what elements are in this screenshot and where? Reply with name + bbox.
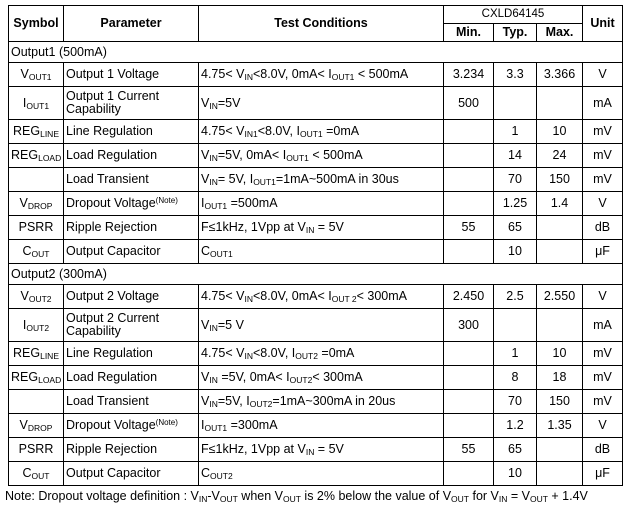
unit-cell: dB [583, 438, 623, 462]
typ-cell: 65 [494, 216, 537, 240]
condition-cell: $4.75< V_{IN}<8.0V$, $0mA< I_{OUT1} < 500mA$ [199, 63, 444, 87]
condition-cell: $I_{OUT1} =500mA$ [199, 192, 444, 216]
table-row [9, 366, 623, 390]
header-typ: Typ. [494, 24, 537, 42]
condition-cell: $C_{OUT2}$ [199, 462, 444, 486]
typ-cell: 2.5 [494, 285, 537, 309]
symbol-cell: $REG_{LINE}$ [9, 120, 64, 144]
condition-cell: $V_{IN}=5$ V [199, 309, 444, 342]
table-row [9, 120, 623, 144]
min-cell [444, 120, 494, 144]
min-cell [444, 240, 494, 264]
typ-cell [494, 87, 537, 120]
table-row [9, 462, 623, 486]
symbol-cell: $REG_{LOAD}$ [9, 144, 64, 168]
condition-cell: $V_{IN}=5V$, $0mA< I_{OUT1} < 500mA$ [199, 144, 444, 168]
typ-cell: 1.2 [494, 414, 537, 438]
header-symbol: Symbol [9, 6, 64, 42]
symbol-cell: PSRR [9, 216, 64, 240]
unit-cell: mV [583, 120, 623, 144]
parameter-cell: Output Capacitor [64, 462, 199, 486]
footnote: Note: Dropout voltage definition : $V_{IN}-V_{OUT}$ when $V_{OUT}$ is 2% below the value of $V_{OUT}$ for $V_{IN} = V_{OUT} + 1.4V$ [5, 489, 588, 504]
table-row [9, 414, 623, 438]
parameter-cell: Load Transient [64, 168, 199, 192]
table-row [9, 168, 623, 192]
parameter-cell: Dropout Voltage$^{(Note)}$ [64, 414, 199, 438]
parameter-cell: Line Regulation [64, 342, 199, 366]
typ-cell: 10 [494, 462, 537, 486]
max-cell: 2.550 [537, 285, 583, 309]
min-cell: 2.450 [444, 285, 494, 309]
symbol-cell: $V_{DROP}$ [9, 192, 64, 216]
table-row [9, 438, 623, 462]
symbol-cell: $C_{OUT}$ [9, 240, 64, 264]
table-row [9, 309, 623, 342]
unit-cell: V [583, 192, 623, 216]
min-cell: 500 [444, 87, 494, 120]
typ-cell: 8 [494, 366, 537, 390]
condition-cell: $4.75< V_{IN1}<8.0V$, $I_{OUT1} =0mA$ [199, 120, 444, 144]
min-cell [444, 366, 494, 390]
typ-cell: 70 [494, 390, 537, 414]
condition-cell: $V_{IN}=5V$, $I_{OUT2}=1mA\sim 300mA$ in 20us [199, 390, 444, 414]
max-cell: 18 [537, 366, 583, 390]
symbol-cell: $I_{OUT1}$ [9, 87, 64, 120]
unit-cell: mV [583, 390, 623, 414]
symbol-cell: $REG_{LOAD}$ [9, 366, 64, 390]
max-cell [537, 462, 583, 486]
min-cell: 300 [444, 309, 494, 342]
parameter-cell: Output Capacitor [64, 240, 199, 264]
unit-cell: mV [583, 342, 623, 366]
typ-cell [494, 309, 537, 342]
condition-cell: $4.75< V_{IN}<8.0V$, $0mA< I_{OUT 2}< 300mA$ [199, 285, 444, 309]
min-cell [444, 414, 494, 438]
table-row [9, 216, 623, 240]
min-cell [444, 462, 494, 486]
electrical-characteristics-table [8, 5, 623, 486]
condition-cell: $C_{OUT1}$ [199, 240, 444, 264]
max-cell [537, 240, 583, 264]
header-parameter: Parameter [64, 6, 199, 42]
unit-cell: dB [583, 216, 623, 240]
table-row [9, 87, 623, 120]
table-row [9, 285, 623, 309]
symbol-cell: $REG_{LINE}$ [9, 342, 64, 366]
parameter-cell: Output 2 Current Capability [64, 309, 199, 342]
header-part-number: CXLD64145 [444, 6, 583, 24]
section-title: Output1 (500mA) [9, 42, 623, 63]
unit-cell: μF [583, 240, 623, 264]
condition-cell: $V_{IN} =5V$, $0mA< I_{OUT2}< 300mA$ [199, 366, 444, 390]
header-max: Max. [537, 24, 583, 42]
typ-cell: 70 [494, 168, 537, 192]
parameter-cell: Output 2 Voltage [64, 285, 199, 309]
table-row [9, 390, 623, 414]
min-cell [444, 342, 494, 366]
table-row [9, 192, 623, 216]
max-cell: 1.4 [537, 192, 583, 216]
max-cell [537, 216, 583, 240]
parameter-cell: Output 1 Voltage [64, 63, 199, 87]
symbol-cell [9, 168, 64, 192]
unit-cell: V [583, 285, 623, 309]
condition-cell: $V_{IN}=5V$ [199, 87, 444, 120]
table-row [9, 342, 623, 366]
typ-cell: 1.25 [494, 192, 537, 216]
symbol-cell: $V_{DROP}$ [9, 414, 64, 438]
max-cell: 24 [537, 144, 583, 168]
unit-cell: mV [583, 144, 623, 168]
unit-cell: V [583, 63, 623, 87]
condition-cell: F≤1kHz, 1Vpp at $V_{IN} = 5V$ [199, 438, 444, 462]
symbol-cell: PSRR [9, 438, 64, 462]
min-cell [444, 168, 494, 192]
parameter-cell: Ripple Rejection [64, 216, 199, 240]
max-cell [537, 438, 583, 462]
table-row [9, 63, 623, 87]
section-row [9, 264, 623, 285]
condition-cell: $4.75< V_{IN}<8.0V$, $I_{OUT2} =0mA$ [199, 342, 444, 366]
typ-cell: 65 [494, 438, 537, 462]
typ-cell: 1 [494, 342, 537, 366]
condition-cell: $I_{OUT1} =300mA$ [199, 414, 444, 438]
typ-cell: 10 [494, 240, 537, 264]
symbol-cell: $V_{OUT1}$ [9, 63, 64, 87]
parameter-cell: Ripple Rejection [64, 438, 199, 462]
max-cell: 150 [537, 168, 583, 192]
condition-cell: $V_{IN}= 5V$, $I_{OUT1}=1mA\sim 500mA$ in 30us [199, 168, 444, 192]
unit-cell: μF [583, 462, 623, 486]
parameter-cell: Output 1 Current Capability [64, 87, 199, 120]
table-row [9, 144, 623, 168]
header-unit: Unit [583, 6, 623, 42]
typ-cell: 1 [494, 120, 537, 144]
header-min: Min. [444, 24, 494, 42]
max-cell [537, 87, 583, 120]
unit-cell: mV [583, 366, 623, 390]
header-test-conditions: Test Conditions [199, 6, 444, 42]
parameter-cell: Load Regulation [64, 366, 199, 390]
max-cell: 3.366 [537, 63, 583, 87]
parameter-cell: Line Regulation [64, 120, 199, 144]
parameter-cell: Dropout Voltage$^{(Note)}$ [64, 192, 199, 216]
typ-cell: 14 [494, 144, 537, 168]
typ-cell: 3.3 [494, 63, 537, 87]
table-row [9, 240, 623, 264]
unit-cell: mA [583, 309, 623, 342]
symbol-cell: $I_{OUT2}$ [9, 309, 64, 342]
max-cell: 150 [537, 390, 583, 414]
max-cell: 10 [537, 120, 583, 144]
parameter-cell: Load Regulation [64, 144, 199, 168]
parameter-cell: Load Transient [64, 390, 199, 414]
min-cell: 3.234 [444, 63, 494, 87]
min-cell: 55 [444, 438, 494, 462]
symbol-cell [9, 390, 64, 414]
section-row [9, 42, 623, 63]
max-cell: 1.35 [537, 414, 583, 438]
max-cell: 10 [537, 342, 583, 366]
unit-cell: mA [583, 87, 623, 120]
section-title: Output2 (300mA) [9, 264, 623, 285]
min-cell [444, 144, 494, 168]
min-cell [444, 390, 494, 414]
min-cell: 55 [444, 216, 494, 240]
condition-cell: F≤1kHz, 1Vpp at $V_{IN} = 5V$ [199, 216, 444, 240]
table-body [9, 42, 623, 486]
min-cell [444, 192, 494, 216]
symbol-cell: $C_{OUT}$ [9, 462, 64, 486]
unit-cell: mV [583, 168, 623, 192]
unit-cell: V [583, 414, 623, 438]
symbol-cell: $V_{OUT2}$ [9, 285, 64, 309]
max-cell [537, 309, 583, 342]
